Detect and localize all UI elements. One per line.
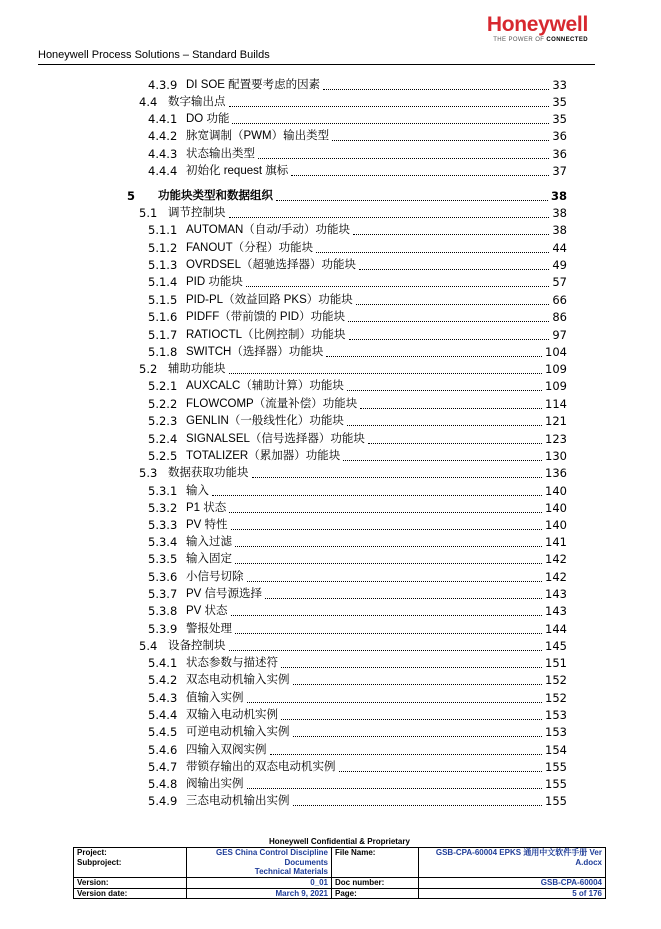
toc-leader-dots <box>359 269 549 270</box>
toc-entry-number: 5.4.5 <box>148 725 178 739</box>
toc-leader-dots <box>281 719 542 720</box>
toc-entry-page: 151 <box>545 656 567 670</box>
toc-entry[interactable] <box>0 431 661 448</box>
toc-entry[interactable] <box>0 517 661 534</box>
toc-leader-dots <box>229 650 542 651</box>
header-rule <box>38 64 595 65</box>
toc-entry-number: 5.4.2 <box>148 673 178 687</box>
toc-entry-page: 153 <box>545 708 567 722</box>
toc-entry-title: PV 状态 <box>186 605 228 617</box>
logo-tagline <box>487 37 588 43</box>
toc-entry-title: 调节控制块 <box>168 207 226 219</box>
toc-entry[interactable] <box>0 448 661 465</box>
toc-entry-title: 状态输出类型 <box>186 148 255 160</box>
toc-entry-title: RATIOCTL（比例控制）功能块 <box>186 329 346 341</box>
toc-entry-title: 输入固定 <box>186 553 232 565</box>
toc-entry[interactable] <box>0 163 661 180</box>
toc-entry-number: 4.3.9 <box>148 78 178 92</box>
toc-leader-dots <box>231 615 542 616</box>
toc-entry-page: 142 <box>545 552 567 566</box>
toc-entry-title: AUXCALC（辅助计算）功能块 <box>186 380 344 392</box>
toc-entry-title: PV 信号源选择 <box>186 588 263 600</box>
toc-entry[interactable] <box>0 327 661 344</box>
toc-entry-page: 142 <box>545 570 567 584</box>
toc-entry-title: 输入 <box>186 485 209 497</box>
toc-entry-page: 38 <box>552 223 567 237</box>
toc-entry[interactable] <box>0 793 661 810</box>
toc-entry-number: 5.4.9 <box>148 794 178 808</box>
toc-entry-number: 5.3.5 <box>148 552 178 566</box>
toc-entry-page: 140 <box>545 484 567 498</box>
toc-entry-number: 5.3.4 <box>148 535 178 549</box>
toc-leader-dots <box>293 736 542 737</box>
toc-leader-dots <box>246 286 549 287</box>
filename-label: File Name: <box>332 848 419 878</box>
toc-entry-page: 152 <box>545 691 567 705</box>
toc-entry-title: GENLIN（一般线性化）功能块 <box>186 415 344 427</box>
project-label: Project: <box>77 848 107 857</box>
project-value-line-1: GES China Control Discipline <box>215 848 328 857</box>
toc-entry-title: 数字输出点 <box>168 96 226 108</box>
toc-entry[interactable] <box>0 655 661 672</box>
document-footer <box>73 836 606 899</box>
toc-entry-title: PIDFF（带前馈的 PID）功能块 <box>186 311 346 323</box>
toc-leader-dots <box>212 495 542 496</box>
doc-number-value: GSB-CPA-60004 <box>419 878 606 889</box>
toc-entry-number: 5.3 <box>139 466 158 480</box>
toc-entry-page: 155 <box>545 794 567 808</box>
toc-entry-page: 97 <box>552 328 567 342</box>
toc-entry-page: 114 <box>545 397 567 411</box>
toc-leader-dots <box>349 339 549 340</box>
toc-entry-title: DI SOE 配置要考虑的因素 <box>186 79 321 91</box>
toc-entry-number: 5.3.9 <box>148 622 178 636</box>
toc-entry-number: 5.1.7 <box>148 328 178 342</box>
toc-leader-dots <box>343 460 542 461</box>
toc-entry[interactable] <box>0 205 661 222</box>
toc-entry-title: SIGNALSEL（信号选择器）功能块 <box>186 433 365 445</box>
honeywell-logo <box>487 14 588 43</box>
toc-entry-page: 36 <box>552 147 567 161</box>
toc-entry-page: 123 <box>545 432 567 446</box>
toc-entry-title: SWITCH（选择器）功能块 <box>186 346 324 358</box>
logo-tagline-prefix: THE POWER OF <box>493 37 547 43</box>
toc-leader-dots <box>258 158 549 159</box>
toc-entry-title: 辅助功能块 <box>168 363 226 375</box>
toc-entry-page: 152 <box>545 673 567 687</box>
project-value-line-2: Documents <box>284 857 328 867</box>
toc-leader-dots <box>326 356 542 357</box>
toc-entry[interactable] <box>0 396 661 413</box>
toc-leader-dots <box>291 175 549 176</box>
toc-leader-dots <box>353 234 549 235</box>
toc-entry[interactable] <box>0 534 661 551</box>
toc-entry-title: P1 状态 <box>186 502 227 514</box>
toc-entry[interactable] <box>0 222 661 239</box>
toc-entry-number: 5.1 <box>139 206 158 220</box>
toc-entry-title: 小信号切除 <box>186 571 244 583</box>
document-info-table <box>73 847 606 899</box>
toc-leader-dots <box>356 304 549 305</box>
confidential-notice: Honeywell Confidential & Proprietary <box>269 837 410 846</box>
toc-entry[interactable] <box>0 361 661 378</box>
toc-entry-number: 5.4.7 <box>148 760 178 774</box>
toc-entry-number: 5.2.1 <box>148 379 178 393</box>
toc-entry[interactable] <box>0 146 661 163</box>
toc-entry-page: 143 <box>545 587 567 601</box>
toc-entry-title: 四输入双阀实例 <box>186 744 267 756</box>
toc-entry-number: 5.4.8 <box>148 777 178 791</box>
project-labels <box>74 848 187 878</box>
toc-leader-dots <box>229 373 542 374</box>
toc-leader-dots <box>347 390 542 391</box>
toc-entry-page: 141 <box>545 535 567 549</box>
toc-entry-page: 33 <box>552 78 567 92</box>
project-value-line-3: Technical Materials <box>254 867 328 876</box>
toc-entry-number: 5.3.8 <box>148 604 178 618</box>
toc-entry-number: 4.4.4 <box>148 164 178 178</box>
toc-entry[interactable] <box>0 586 661 603</box>
toc-entry-page: 136 <box>545 466 567 480</box>
toc-entry-number: 5.4 <box>139 639 158 653</box>
toc-entry[interactable] <box>0 621 661 638</box>
toc-entry-title: 值输入实例 <box>186 692 244 704</box>
toc-entry-number: 4.4.2 <box>148 129 178 143</box>
toc-entry-page: 121 <box>545 414 567 428</box>
toc-entry-number: 5.4.6 <box>148 743 178 757</box>
toc-entry[interactable] <box>0 465 661 482</box>
toc-entry[interactable] <box>0 638 661 655</box>
toc-entry-page: 155 <box>545 777 567 791</box>
toc-entry[interactable] <box>0 551 661 568</box>
toc-entry-title: 脉宽调制（PWM）输出类型 <box>186 130 330 142</box>
toc-leader-dots <box>232 123 549 124</box>
toc-entry[interactable] <box>0 724 661 741</box>
logo-tagline-bold: CONNECTED <box>546 37 588 43</box>
toc-leader-dots <box>231 529 542 530</box>
toc-entry-page: 35 <box>552 95 567 109</box>
toc-entry-title: PV 特性 <box>186 519 228 531</box>
toc-entry-title: FANOUT（分程）功能块 <box>186 242 314 254</box>
toc-entry-page: 145 <box>545 639 567 653</box>
toc-leader-dots <box>270 754 542 755</box>
toc-entry-title: PID-PL（效益回路 PKS）功能块 <box>186 294 353 306</box>
toc-entry-page: 140 <box>545 501 567 515</box>
toc-entry-number: 5.4.4 <box>148 708 178 722</box>
toc-leader-dots <box>247 788 542 789</box>
toc-entry[interactable] <box>0 483 661 500</box>
toc-entry-title: OVRDSEL（超驰选择器）功能块 <box>186 259 356 271</box>
toc-entry-number: 5.1.2 <box>148 241 178 255</box>
toc-entry-page: 140 <box>545 518 567 532</box>
toc-entry-title: 输入过滤 <box>186 536 232 548</box>
toc-entry-title: 功能块类型和数据组织 <box>158 190 273 202</box>
toc-entry-number: 5.2 <box>139 362 158 376</box>
toc-entry-page: 49 <box>552 258 567 272</box>
toc-entry-title: 阀输出实例 <box>186 778 244 790</box>
toc-entry-page: 143 <box>545 604 567 618</box>
toc-entry-page: 104 <box>545 345 567 359</box>
toc-leader-dots <box>316 252 549 253</box>
toc-leader-dots <box>229 512 542 513</box>
toc-entry-title: TOTALIZER（累加器）功能块 <box>186 450 341 462</box>
toc-leader-dots <box>252 477 542 478</box>
toc-leader-dots <box>235 546 542 547</box>
toc-entry[interactable] <box>0 77 661 94</box>
toc-entry-page: 38 <box>552 206 567 220</box>
toc-entry-number: 5.3.7 <box>148 587 178 601</box>
toc-entry[interactable] <box>0 111 661 128</box>
toc-entry-number: 5.1.3 <box>148 258 178 272</box>
page-value: 5 of 176 <box>419 888 606 899</box>
version-value: 0_01 <box>187 878 332 889</box>
toc-entry-title: 双输入电动机实例 <box>186 709 278 721</box>
toc-leader-dots <box>247 702 542 703</box>
toc-leader-dots <box>293 805 542 806</box>
toc-entry[interactable] <box>0 240 661 257</box>
toc-entry-title: AUTOMAN（自动/手动）功能块 <box>186 224 350 236</box>
toc-entry-number: 4.4.1 <box>148 112 178 126</box>
toc-entry-page: 36 <box>552 129 567 143</box>
toc-entry-page: 109 <box>545 362 567 376</box>
toc-entry-page: 144 <box>545 622 567 636</box>
toc-entry[interactable] <box>0 776 661 793</box>
toc-entry-title: 三态电动机输出实例 <box>186 795 290 807</box>
version-label: Version: <box>74 878 187 889</box>
filename-value-line-1: GSB-CPA-60004 EPKS 通用中文软件手册 Ver <box>435 848 602 857</box>
toc-entry-page: 57 <box>552 275 567 289</box>
toc-leader-dots <box>235 563 542 564</box>
toc-entry-page: 154 <box>545 743 567 757</box>
toc-entry-title: PID 功能块 <box>186 276 243 288</box>
header-title: Honeywell Process Solutions – Standard Builds <box>38 49 270 61</box>
project-value <box>187 848 332 878</box>
toc-entry-number: 5.3.3 <box>148 518 178 532</box>
toc-entry-number: 5.3.1 <box>148 484 178 498</box>
toc-entry-number: 5.1.6 <box>148 310 178 324</box>
toc-entry-title: 数据获取功能块 <box>168 467 249 479</box>
version-date-value: March 9, 2021 <box>187 888 332 899</box>
toc-entry[interactable] <box>0 707 661 724</box>
toc-entry-title: DO 功能 <box>186 113 230 125</box>
toc-entry-page: 86 <box>552 310 567 324</box>
toc-entry[interactable] <box>0 742 661 759</box>
toc-entry-number: 5.2.4 <box>148 432 178 446</box>
toc-entry-page: 37 <box>552 164 567 178</box>
toc-entry[interactable] <box>0 257 661 274</box>
toc-entry-page: 155 <box>545 760 567 774</box>
logo-wordmark: Honeywell <box>486 13 588 36</box>
toc-entry-title: 状态参数与描述符 <box>186 657 278 669</box>
toc-entry-number: 5.4.3 <box>148 691 178 705</box>
toc-entry-page: 44 <box>552 241 567 255</box>
toc-entry[interactable] <box>0 603 661 620</box>
toc-entry-number: 5.2.3 <box>148 414 178 428</box>
toc-entry-title: 可逆电动机输入实例 <box>186 726 290 738</box>
toc-entry-number: 5.1.8 <box>148 345 178 359</box>
toc-leader-dots <box>265 598 542 599</box>
toc-leader-dots <box>339 771 542 772</box>
toc-entry[interactable] <box>0 413 661 430</box>
toc-entry-number: 5.3.2 <box>148 501 178 515</box>
toc-entry[interactable] <box>0 292 661 309</box>
toc-entry[interactable] <box>0 759 661 776</box>
toc-entry-number: 5.2.5 <box>148 449 178 463</box>
toc-entry-title: 设备控制块 <box>168 640 226 652</box>
toc-entry[interactable] <box>0 672 661 689</box>
toc-entry[interactable] <box>0 94 661 111</box>
toc-entry[interactable] <box>0 188 661 205</box>
toc-entry-number: 4.4 <box>139 95 158 109</box>
toc-leader-dots <box>229 217 549 218</box>
version-date-label: Version date: <box>74 888 187 899</box>
toc-entry-number: 4.4.3 <box>148 147 178 161</box>
filename-value <box>419 848 606 878</box>
toc-entry-number: 5 <box>127 189 136 203</box>
toc-entry-number: 5.1.5 <box>148 293 178 307</box>
toc-entry[interactable] <box>0 569 661 586</box>
toc-entry-title: FLOWCOMP（流量补偿）功能块 <box>186 398 358 410</box>
filename-value-line-2: A.docx <box>575 857 602 867</box>
toc-leader-dots <box>323 89 549 90</box>
toc-entry-number: 5.4.1 <box>148 656 178 670</box>
toc-leader-dots <box>347 425 542 426</box>
toc-entry-title: 双态电动机输入实例 <box>186 674 290 686</box>
toc-leader-dots <box>229 106 549 107</box>
toc-entry-title: 带锁存输出的双态电动机实例 <box>186 761 336 773</box>
toc-leader-dots <box>348 321 549 322</box>
toc-entry-page: 38 <box>550 189 567 203</box>
toc-entry[interactable] <box>0 128 661 145</box>
toc-entry-page: 130 <box>545 449 567 463</box>
toc-leader-dots <box>276 200 548 201</box>
subproject-label: Subproject: <box>77 857 122 867</box>
doc-number-label: Doc number: <box>332 878 419 889</box>
toc-entry[interactable] <box>0 344 661 361</box>
toc-entry-number: 5.2.2 <box>148 397 178 411</box>
toc-entry-page: 35 <box>552 112 567 126</box>
toc-entry[interactable] <box>0 690 661 707</box>
toc-entry-number: 5.1.4 <box>148 275 178 289</box>
page-label: Page: <box>332 888 419 899</box>
toc-entry-page: 153 <box>545 725 567 739</box>
toc-leader-dots <box>235 633 542 634</box>
toc-leader-dots <box>293 684 542 685</box>
toc-entry-number: 5.1.1 <box>148 223 178 237</box>
toc-entry-title: 初始化 request 旗标 <box>186 165 289 177</box>
toc-entry[interactable] <box>0 309 661 326</box>
toc-leader-dots <box>368 443 542 444</box>
toc-entry-number: 5.3.6 <box>148 570 178 584</box>
toc-leader-dots <box>247 581 542 582</box>
toc-leader-dots <box>332 140 549 141</box>
toc-entry[interactable] <box>0 500 661 517</box>
toc-leader-dots <box>281 667 542 668</box>
toc-entry-page: 66 <box>552 293 567 307</box>
toc-entry[interactable] <box>0 378 661 395</box>
toc-entry-title: 警报处理 <box>186 623 232 635</box>
toc-entry-page: 109 <box>545 379 567 393</box>
toc-entry[interactable] <box>0 274 661 291</box>
toc-leader-dots <box>360 408 542 409</box>
